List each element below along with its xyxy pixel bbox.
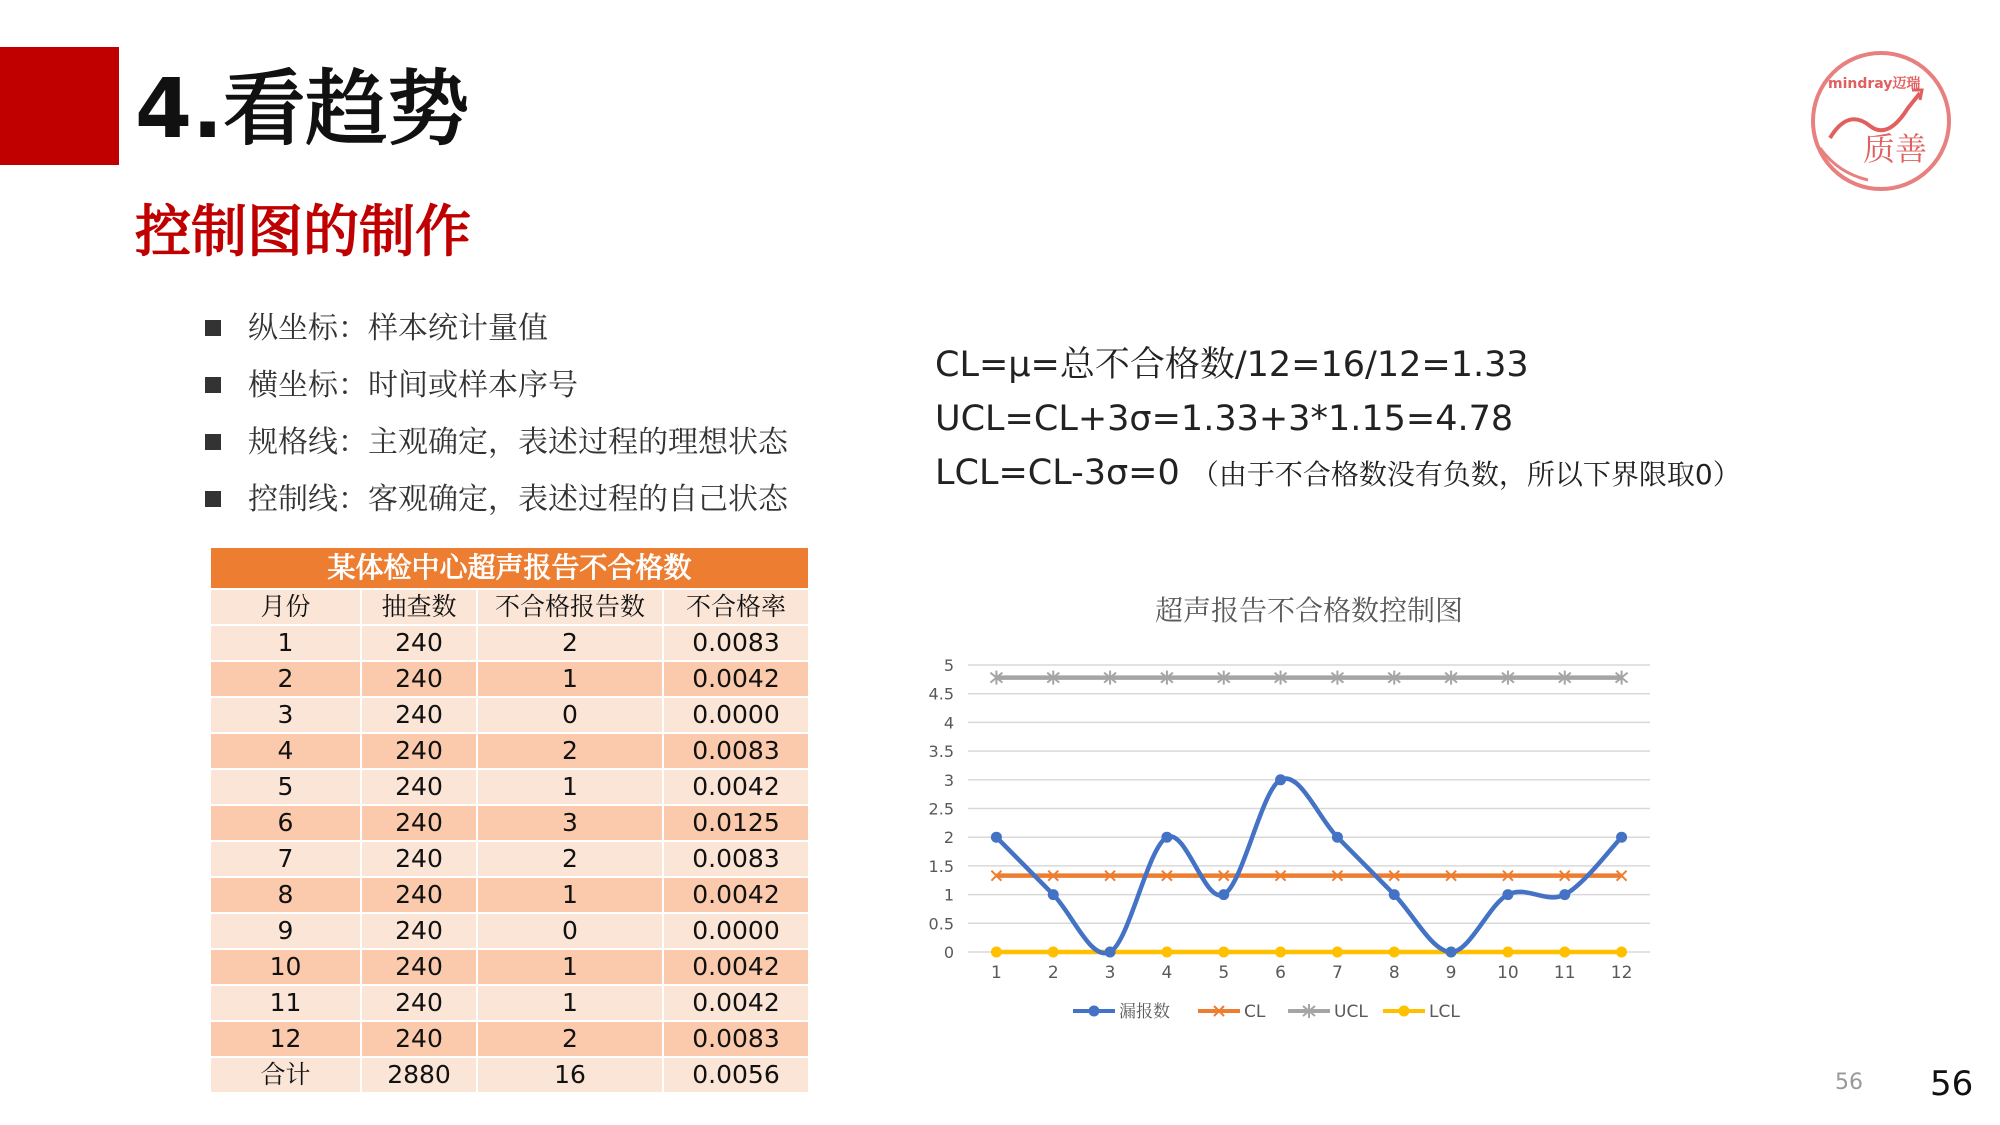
bullet-text: 横坐标：时间或样本序号 — [248, 368, 578, 403]
y-tick-label: 3 — [943, 770, 954, 790]
table-cell: 5 — [211, 769, 361, 805]
table-row — [211, 841, 809, 877]
y-tick-label: 5 — [943, 656, 954, 675]
table-cell: 240 — [361, 697, 477, 733]
series-main-point — [1161, 832, 1172, 843]
table-row — [211, 1057, 809, 1093]
bullet-item — [200, 300, 788, 357]
table-cell: 3 — [211, 697, 361, 733]
table-row — [211, 625, 809, 661]
table-cell: 1 — [477, 769, 663, 805]
y-tick-label: 3.5 — [928, 742, 954, 762]
table-cell: 240 — [361, 805, 477, 841]
table-row — [211, 661, 809, 697]
y-tick-label: 1 — [943, 885, 954, 905]
series-main-point — [1275, 774, 1286, 785]
table-row — [211, 805, 809, 841]
series-main-point — [1446, 947, 1457, 958]
y-tick-label: 1.5 — [928, 856, 954, 876]
table-cell: 0.0083 — [663, 625, 809, 661]
table-cell: 240 — [361, 913, 477, 949]
y-tick-label: 0.5 — [928, 914, 954, 934]
table-cell: 240 — [361, 949, 477, 985]
series-lcl-point — [1502, 947, 1513, 958]
table-cell: 240 — [361, 841, 477, 877]
series-main-point — [991, 832, 1002, 843]
y-tick-label: 2 — [943, 828, 954, 848]
section-subtitle: 控制图的制作 — [135, 200, 471, 265]
bullet-text: 控制线：客观确定，表述过程的自己状态 — [248, 482, 788, 517]
series-main-point — [1105, 947, 1116, 958]
table-cell: 240 — [361, 985, 477, 1021]
table-cell: 3 — [477, 805, 663, 841]
table-cell: 9 — [211, 913, 361, 949]
page-number: 56 — [1930, 1064, 1974, 1104]
legend-ucl-label: UCL — [1334, 1002, 1368, 1022]
x-tick-label: 6 — [1275, 963, 1286, 983]
table-cell: 0.0042 — [663, 661, 809, 697]
legend-main-point — [1089, 1006, 1100, 1017]
table-cell: 0.0056 — [663, 1057, 809, 1093]
table-cell: 1 — [211, 625, 361, 661]
series-lcl-point — [1559, 947, 1570, 958]
ucl-formula: UCL=CL+3σ=1.33+3*1.15=4.78 — [935, 399, 1514, 439]
series-lcl-point — [1332, 947, 1343, 958]
series-main-point — [1559, 889, 1570, 900]
table-cell: 10 — [211, 949, 361, 985]
table-row — [211, 877, 809, 913]
table-row — [211, 913, 809, 949]
table-cell: 0.0125 — [663, 805, 809, 841]
y-tick-label: 4.5 — [928, 684, 954, 704]
table-cell: 2 — [477, 625, 663, 661]
table-cell: 2 — [477, 841, 663, 877]
table-row — [211, 1021, 809, 1057]
table-cell: 2 — [211, 661, 361, 697]
x-tick-label: 1 — [991, 963, 1002, 983]
x-tick-label: 3 — [1104, 963, 1116, 983]
lcl-formula: LCL=CL-3σ=0 — [935, 453, 1180, 493]
series-lcl-point — [1218, 947, 1229, 958]
x-tick-label: 9 — [1445, 963, 1457, 983]
table-cell: 合计 — [211, 1057, 361, 1093]
table-cell: 240 — [361, 769, 477, 805]
table-cell: 11 — [211, 985, 361, 1021]
table-cell: 0.0083 — [663, 841, 809, 877]
x-tick-label: 10 — [1497, 963, 1519, 983]
bullet-text: 纵坐标：样本统计量值 — [248, 311, 548, 346]
table-header-row — [211, 589, 809, 625]
page-number-small: 56 — [1835, 1070, 1863, 1095]
series-main-point — [1218, 889, 1229, 900]
bullet-square-icon — [205, 377, 221, 393]
chart-title: 超声报告不合格数控制图 — [1154, 594, 1464, 627]
defect-data-table — [211, 548, 810, 1094]
column-header: 月份 — [211, 589, 361, 625]
table-cell: 0 — [477, 697, 663, 733]
table-cell: 0.0042 — [663, 949, 809, 985]
bullet-square-icon — [205, 491, 221, 507]
table-cell: 240 — [361, 877, 477, 913]
table-cell: 240 — [361, 1021, 477, 1057]
formula-block — [935, 338, 1741, 502]
series-main-point — [1332, 832, 1343, 843]
svg-text:质善: 质善 — [1863, 130, 1928, 168]
table-cell: 1 — [477, 661, 663, 697]
x-tick-label: 4 — [1161, 963, 1173, 983]
bullet-item — [200, 471, 788, 528]
x-tick-label: 8 — [1388, 963, 1400, 983]
series-main-point — [1616, 832, 1627, 843]
table-cell: 0.0042 — [663, 985, 809, 1021]
table-row — [211, 733, 809, 769]
table-cell: 2880 — [361, 1057, 477, 1093]
legend-lcl-label: LCL — [1429, 1002, 1460, 1022]
series-lcl-point — [1616, 947, 1627, 958]
mindray-logo — [1808, 48, 1954, 194]
table-cell: 2 — [477, 1021, 663, 1057]
table-cell: 2 — [477, 733, 663, 769]
legend-lcl-point — [1399, 1006, 1410, 1017]
table-cell: 16 — [477, 1057, 663, 1093]
lcl-note: （由于不合格数没有负数，所以下界限取0） — [1190, 458, 1741, 491]
y-tick-label: 0 — [943, 943, 954, 962]
table-cell: 0.0042 — [663, 769, 809, 805]
lcl-formula-line — [935, 446, 1741, 502]
bullet-square-icon — [205, 434, 221, 450]
series-main-point — [1048, 889, 1059, 900]
table-cell: 12 — [211, 1021, 361, 1057]
table-row — [211, 769, 809, 805]
svg-text:mindray迈瑞: mindray迈瑞 — [1828, 76, 1921, 92]
x-tick-label: 2 — [1047, 963, 1059, 983]
series-lcl-point — [1389, 947, 1400, 958]
bullet-item — [200, 357, 788, 414]
x-tick-label: 12 — [1610, 963, 1633, 983]
table-cell: 0.0083 — [663, 733, 809, 769]
series-lcl-point — [1048, 947, 1059, 958]
table-cell: 0.0083 — [663, 1021, 809, 1057]
cl-formula: CL=μ=总不合格数/12=16/12=1.33 — [935, 345, 1529, 385]
table-cell: 240 — [361, 661, 477, 697]
table-cell: 1 — [477, 949, 663, 985]
bullet-list — [200, 300, 788, 528]
table-row — [211, 985, 809, 1021]
series-lcl-point — [1275, 947, 1286, 958]
series-lcl-point — [991, 947, 1002, 958]
table-cell: 7 — [211, 841, 361, 877]
table-cell: 0 — [477, 913, 663, 949]
series-main-point — [1389, 889, 1400, 900]
x-tick-label: 11 — [1553, 963, 1576, 983]
series-main-point — [1502, 889, 1513, 900]
bullet-text: 规格线：主观确定，表述过程的理想状态 — [248, 425, 788, 460]
series-lcl-point — [1161, 947, 1172, 958]
table-cell: 240 — [361, 625, 477, 661]
table-row — [211, 949, 809, 985]
control-chart — [910, 585, 1690, 1035]
legend-cl-label: CL — [1244, 1002, 1266, 1022]
x-tick-label: 7 — [1332, 963, 1343, 983]
column-header: 抽查数 — [361, 589, 477, 625]
table-row — [211, 697, 809, 733]
table-caption: 某体检中心超声报告不合格数 — [211, 548, 809, 589]
column-header: 不合格率 — [663, 589, 809, 625]
table-cell: 0.0042 — [663, 877, 809, 913]
title-accent-bar — [0, 47, 119, 165]
table-cell: 240 — [361, 733, 477, 769]
page-title: 4.看趋势 — [135, 62, 470, 157]
bullet-square-icon — [205, 320, 221, 336]
column-header: 不合格报告数 — [477, 589, 663, 625]
x-tick-label: 5 — [1218, 963, 1230, 983]
bullet-item — [200, 414, 788, 471]
table-cell: 1 — [477, 877, 663, 913]
table-cell: 0.0000 — [663, 913, 809, 949]
y-tick-label: 4 — [943, 713, 954, 733]
table-cell: 8 — [211, 877, 361, 913]
table-cell: 4 — [211, 733, 361, 769]
y-tick-label: 2.5 — [928, 799, 954, 819]
table-cell: 1 — [477, 985, 663, 1021]
legend-main-label: 漏报数 — [1119, 1002, 1170, 1022]
table-body — [211, 625, 809, 1093]
table-cell: 6 — [211, 805, 361, 841]
table-cell: 0.0000 — [663, 697, 809, 733]
